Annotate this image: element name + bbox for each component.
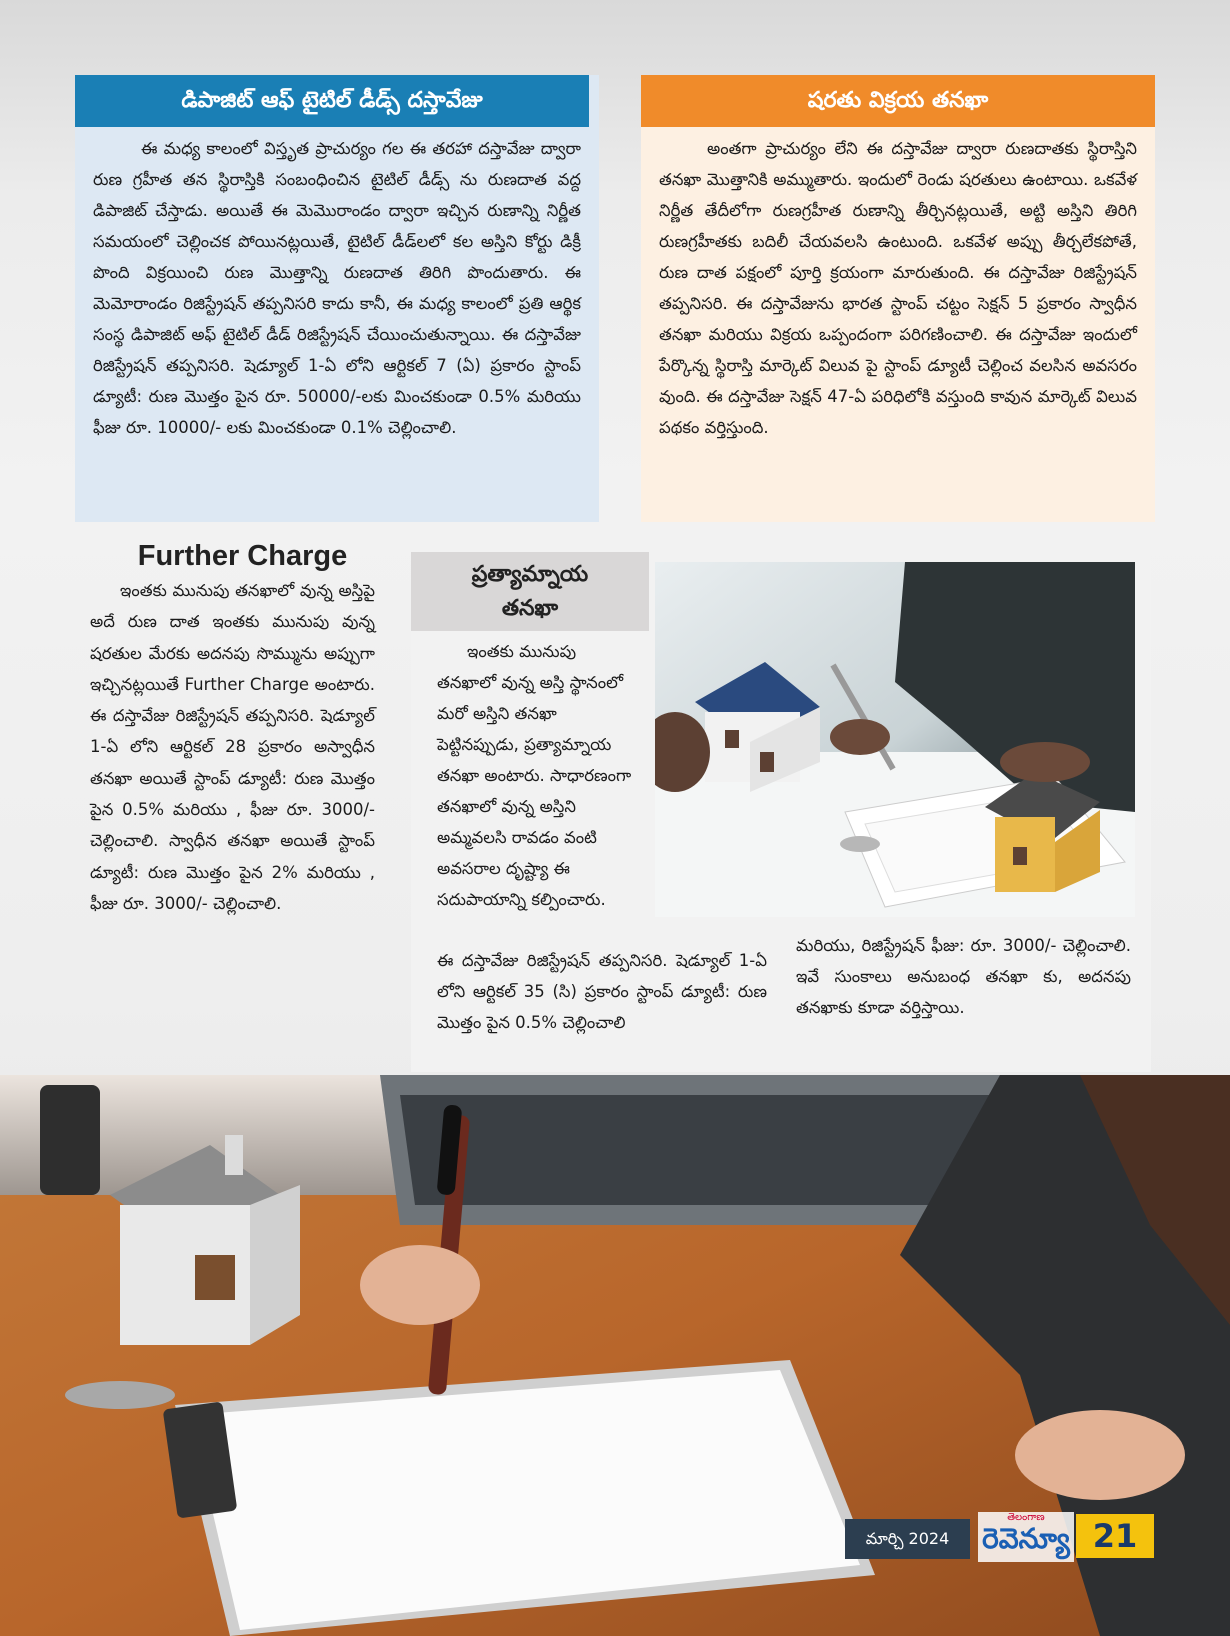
magazine-logo-subtitle: తెలంగాణ bbox=[1007, 1512, 1045, 1523]
conditional-sale-title: షరతు విక్రయ తనఖా bbox=[641, 75, 1155, 127]
further-charge-section bbox=[90, 540, 375, 919]
alternate-mortgage-text: ఇంతకు మునుపు తనఖాలో వున్న అస్తి స్థానంలో మరో అస్తిని తనఖా పెట్టినప్పుడు, ప్రత్యామ్నాయ తనఖా అంటారు. సాధారణంగా తనఖాలో వున్న అస్తిని అమ్మవలసి రావడం వంటి అవసరాల దృష్ట్యా ఈ సదుపాయాన్ని కల్పించారు. bbox=[437, 642, 632, 909]
magazine-logo bbox=[978, 1512, 1074, 1562]
alternate-mortgage-continued bbox=[437, 945, 767, 1038]
alternate-mortgage-right bbox=[796, 930, 1131, 1023]
deposit-section bbox=[75, 75, 599, 522]
house-signing-photo bbox=[655, 562, 1135, 917]
page-number: 21 bbox=[1076, 1514, 1154, 1558]
alternate-title-line2: తనఖా bbox=[501, 596, 559, 621]
alternate-mortgage-column bbox=[437, 636, 637, 915]
alternate-mortgage-title bbox=[411, 552, 649, 631]
alternate-mortgage-text-2: ఈ దస్తావేజు రిజిస్ట్రేషన్ తప్పనిసరి. షెడ్యూల్ 1-ఏ లోని ఆర్టికల్ 35 (సి) ప్రకారం స్టాంప్ డ్యూటీ: రుణ మొత్తం పైన 0.5% చెల్లించాలి bbox=[437, 951, 767, 1032]
conditional-sale-section bbox=[641, 75, 1155, 522]
conditional-sale-text: అంతగా ప్రాచుర్యం లేని ఈ దస్తావేజు ద్వారా రుణదాతకు స్థిరాస్తిని తనఖా మొత్తానికి అమ్ముతారు. ఇందులో రెండు షరతులు ఉంటాయి. ఒకవేళ నిర్ణీత తేదీలోగా రుణగ్రహీత రుణాన్ని తీర్చినట్లయితే, అట్టి అస్తిని తిరిగి రుణగ్రహీతకు బదిలీ చేయవలసి ఉంటుంది. ఒకవేళ అప్పు తీర్చలేకపోతే, రుణ దాత పక్షంలో పూర్తి క్రయంగా మారుతుంది. ఈ దస్తావేజు రిజిస్ట్రేషన్ తప్పనిసరి. ఈ దస్తావేజును భారత స్టాంప్ చట్టం సెక్షన్ 5 ప్రకారం స్వాధీన తనఖా మరియు విక్రయ ఒప్పందంగా పరిగణించాలి. ఈ దస్తావేజు ఇందులో పేర్కొన్న స్థిరాస్తి మార్కెట్ విలువ పై స్టాంప్ డ్యూటీ చెల్లించ వలసిన అవసరం వుంది. ఈ దస్తావేజు సెక్షన్ 47-ఏ పరిధిలోకి వస్తుంది కావున మార్కెట్ విలువ పథకం వర్తిస్తుంది. bbox=[659, 139, 1137, 437]
further-charge-title: Further Charge bbox=[137, 540, 348, 572]
alternate-title-line1: ప్రత్యామ్నాయ bbox=[471, 562, 589, 587]
deposit-title: డిపాజిట్ ఆఫ్ టైటిల్ డీడ్స్ దస్తావేజు bbox=[75, 75, 589, 127]
magazine-logo-title: రెవెన్యూ bbox=[982, 1522, 1070, 1555]
further-charge-text: ఇంతకు మునుపు తనఖాలో వున్న అస్తిపై అదే రుణ దాత ఇంతకు మునుపు వున్న షరతుల మేరకు అదనపు సొమ్మును అప్పుగా ఇచ్చినట్లయితే Further Charge అంటారు. ఈ దస్తావేజు రిజిస్ట్రేషన్ తప్పనిసరి. షెడ్యూల్ 1-ఏ లోని ఆర్టికల్ 28 ప్రకారం అస్వాధీన తనఖా అయితే స్టాంప్ డ్యూటీ: రుణ మొత్తం పైన 0.5% మరియు , ఫీజు రూ. 3000/- చెల్లించాలి. స్వాధీన తనఖా అయితే స్టాంప్ డ్యూటీ: రుణ మొత్తం పైన 2% మరియు , ఫీజు రూ. 3000/- చెల్లించాలి. bbox=[90, 581, 375, 913]
alternate-mortgage-text-3: మరియు, రిజిస్ట్రేషన్ ఫీజు: రూ. 3000/- చెల్లించాలి. ఇవే సుంకాలు అనుబంధ తనఖా కు, అదనపు తనఖాకు కూడా వర్తిస్తాయి. bbox=[796, 936, 1131, 1017]
deposit-text: ఈ మధ్య కాలంలో విస్తృత ప్రాచుర్యం గల ఈ తరహా దస్తావేజు ద్వారా రుణ గ్రహీత తన స్థిరాస్తికి సంబంధించిన టైటిల్ డీడ్స్ ను రుణదాత వద్ద డిపాజిట్ చేస్తాడు. అయితే ఈ మెమొరాండం ద్వారా ఇచ్చిన రుణాన్ని నిర్ణీత సమయంలో చెల్లించక పోయినట్లయితే, టైటిల్ డీడ్‌లలో కల అస్తిని కోర్టు డిక్రీ పొంది విక్రయించి రుణ మొత్తాన్ని రుణదాత తిరిగి పొందుతారు. ఈ మెమోరాండం రిజిస్ట్రేషన్ తప్పనిసరి కాదు కానీ, ఈ మధ్య కాలంలో ప్రతి ఆర్థిక సంస్థ డిపాజిట్ అఫ్ టైటిల్ డీడ్ రిజిస్ట్రేషన్ చేయించుతున్నాయి. ఈ దస్తావేజు రిజిస్ట్రేషన్ తప్పనిసరి. షెడ్యూల్ 1-ఏ లోని ఆర్టికల్ 7 (ఏ) ప్రకారం స్టాంప్ డ్యూటీ: రుణ మొత్తం పైన రూ. 50000/-లకు మించకుండా 0.5% మరియు ఫీజు రూ. 10000/- లకు మించకుండా 0.1% చెల్లించాలి. bbox=[93, 139, 581, 437]
issue-date: మార్చి 2024 bbox=[845, 1519, 970, 1559]
